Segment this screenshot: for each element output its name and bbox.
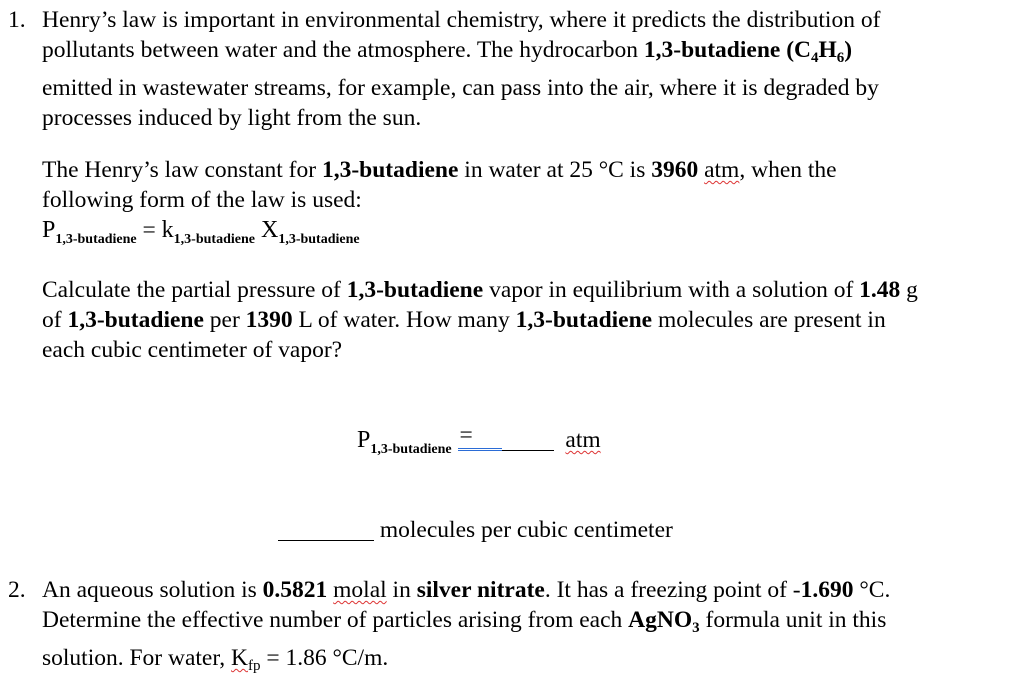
q1-intro-line-3: emitted in wastewater streams, for example, can pass into the air, where it is degraded by <box>42 75 879 101</box>
kfp-symbol: $K_{fp}$ <box>231 645 261 674</box>
atm-unit: atm <box>704 157 740 183</box>
answer-pressure-row: $P_{1,3-butadiene}$ = atm <box>357 422 601 457</box>
q1-intro-line-1: Henry’s law is important in environmental chemistry, where it predicts the distribution of <box>42 7 881 33</box>
q1-task-paragraph <box>42 275 1022 365</box>
henrys-law-equation: $P_{1,3-butadiene} = k_{1,3-butadiene}$ $X_{1,3-butadiene}$ <box>42 217 360 247</box>
q1-intro-line-4: processes induced by light from the sun. <box>42 105 422 131</box>
molecules-unit-label: molecules per cubic centimeter <box>379 517 673 543</box>
q1-task-line-1: Calculate the partial pressure of 1,3-butadiene vapor in equilibrium with a solution of 1.48 g <box>42 277 918 303</box>
q1-task-line-3: each cubic centimeter of vapor? <box>42 337 343 363</box>
molecules-answer-blank[interactable] <box>278 518 374 541</box>
molal-word: molal <box>333 577 387 603</box>
pressure-unit: atm <box>565 427 601 453</box>
q2-line-3: solution. For water, $K_{fp} = 1.86$ °C/m. <box>42 645 389 674</box>
q2-line-1: An aqueous solution is 0.5821 molal in silver nitrate. It has a freezing point of -1.690 °C. <box>42 577 891 603</box>
pressure-answer-blank[interactable]: = <box>458 428 502 451</box>
question-1-number: 1. <box>8 7 26 33</box>
q1-constant-line-2: following form of the law is used: <box>42 187 362 213</box>
q1-intro-paragraph <box>42 5 1017 133</box>
pressure-answer-blank-ext[interactable] <box>502 430 554 451</box>
answer-molecules-row <box>278 515 673 545</box>
q1-constant-paragraph <box>42 155 1017 215</box>
q1-intro-line-2: pollutants between water and the atmosphere. The hydrocarbon 1,3-butadiene $(C_4H_6)$ <box>42 37 853 66</box>
q2-paragraph <box>42 575 1022 681</box>
question-2-number: 2. <box>8 577 26 603</box>
q1-constant-line-1: The Henry’s law constant for 1,3-butadiene in water at 25 °C is 3960 atm, when the <box>42 157 837 183</box>
q2-line-2: Determine the effective number of particles arising from each AgNO$_3$ formula unit in this <box>42 607 887 636</box>
q1-task-line-2: of 1,3-butadiene per 1390 L of water. How many 1,3-butadiene molecules are present in <box>42 307 886 333</box>
